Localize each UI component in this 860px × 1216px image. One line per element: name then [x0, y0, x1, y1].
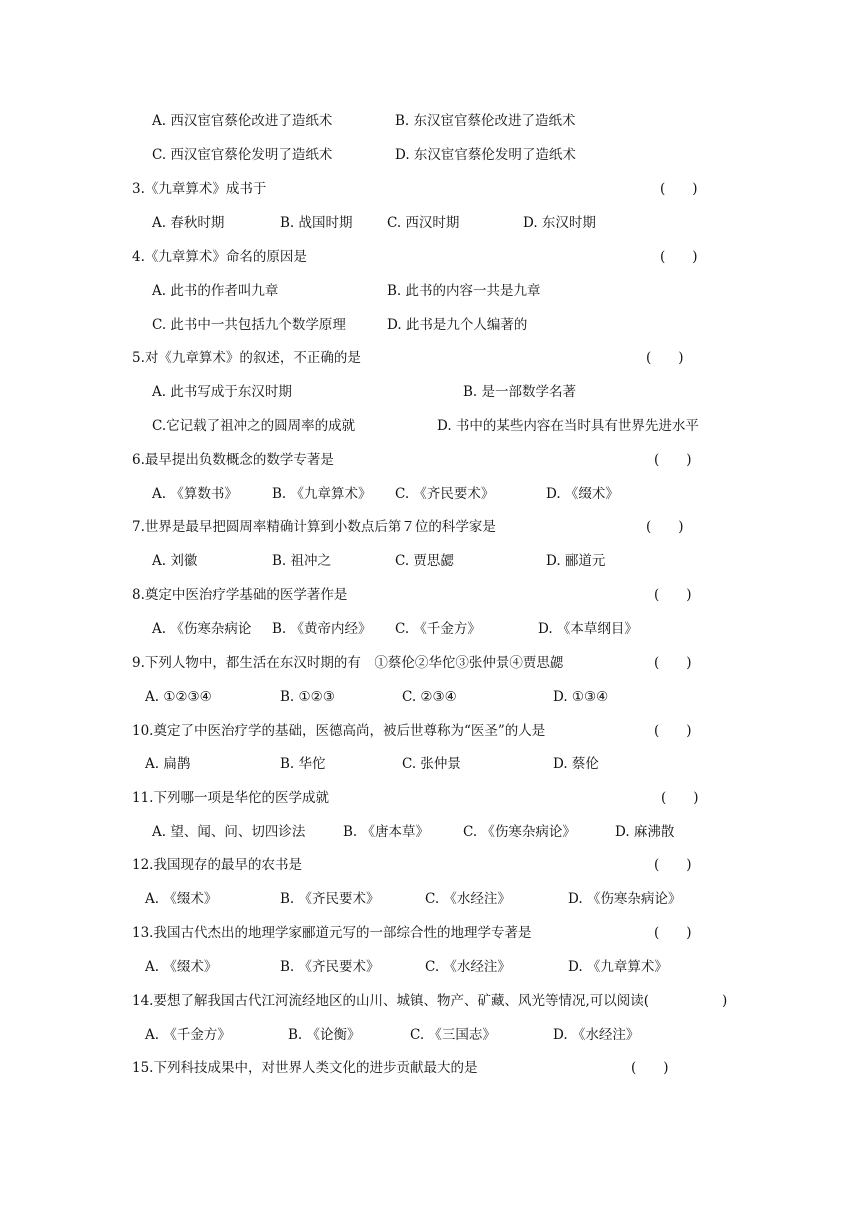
option: B. 《唐本草》: [343, 824, 430, 840]
option: D. 《水经注》: [553, 1027, 640, 1043]
q2-option-d: D. 东汉宦官蔡伦发明了造纸术: [395, 147, 576, 163]
option: B. 《齐民要术》: [280, 891, 380, 907]
q2-option-b: B. 东汉宦官蔡伦改进了造纸术: [395, 113, 576, 129]
option: A. 扁鹊: [145, 756, 191, 772]
option: C. 《水经注》: [425, 959, 511, 975]
question-stem: 3.《九章算术》成书于: [132, 181, 267, 197]
option: A. 《缀术》: [145, 959, 218, 975]
option: C. 《三国志》: [410, 1027, 496, 1043]
option: B. 华佗: [280, 756, 326, 772]
option: C.它记载了祖冲之的圆周率的成就: [152, 418, 356, 434]
option: A. 望、闻、问、切四诊法: [152, 824, 306, 840]
option: B. 《齐民要术》: [280, 959, 380, 975]
option: B. 《九章算术》: [272, 486, 372, 502]
question-stem: 6.最早提出负数概念的数学专著是: [132, 452, 334, 468]
option: B. ①②③: [280, 689, 335, 705]
option: A. 《千金方》: [145, 1027, 231, 1043]
option: B. 是一部数学名著: [463, 384, 577, 400]
answer-blank: ( ): [661, 790, 699, 806]
option: C. 《水经注》: [425, 891, 511, 907]
option: B. 战国时期: [280, 215, 353, 231]
question-stem: 15.下列科技成果中，对世界人类文化的进步贡献最大的是: [132, 1060, 478, 1076]
question-stem: 12.我国现存的最早的农书是: [132, 857, 302, 873]
option: D. 麻沸散: [615, 824, 675, 840]
option: A. 此书写成于东汉时期: [152, 384, 292, 400]
q2-option-c: C. 西汉宦官蔡伦发明了造纸术: [152, 147, 333, 163]
option: B. 此书的内容一共是九章: [387, 283, 541, 299]
question-stem: 14.要想了解我国古代江河流经地区的山川、城镇、物产、矿藏、风光等情况,可以阅读(: [132, 993, 650, 1009]
question-stem: 10.奠定了中医治疗学的基础，医德高尚，被后世尊称为“医圣”的人是: [132, 723, 546, 739]
answer-blank: ( ): [660, 181, 698, 197]
option: D. 蔡伦: [553, 756, 599, 772]
option: D. 《缀术》: [546, 486, 619, 502]
answer-blank: ( ): [654, 857, 692, 873]
option: C. 《齐民要术》: [395, 486, 495, 502]
option: A. 春秋时期: [152, 215, 225, 231]
option: C. 贾思勰: [395, 553, 454, 569]
answer-blank: ( ): [646, 350, 684, 366]
option: C. 《伤寒杂病论》: [463, 824, 576, 840]
option: D. 《伤寒杂病论》: [568, 891, 682, 907]
option: C. 此书中一共包括九个数学原理: [152, 317, 346, 333]
question-stem: 4.《九章算术》命名的原因是: [132, 249, 307, 265]
option: A. 此书的作者叫九章: [152, 283, 279, 299]
option: C. 张仲景: [402, 756, 461, 772]
option: D. 《九章算术》: [568, 959, 668, 975]
answer-blank: ( ): [660, 249, 698, 265]
option: B. 《论衡》: [288, 1027, 361, 1043]
option: D. 书中的某些内容在当时具有世界先进水平: [437, 418, 699, 434]
answer-blank: ( ): [646, 519, 684, 535]
answer-blank: ( ): [654, 655, 692, 671]
option: D. 《本草纲目》: [538, 621, 638, 637]
answer-blank: ( ): [654, 587, 692, 603]
option: A. 《算数书》: [152, 486, 238, 502]
answer-blank: ( ): [654, 925, 692, 941]
answer-blank: ( ): [654, 723, 692, 739]
question-stem: 8.奠定中医治疗学基础的医学著作是: [132, 587, 348, 603]
option: A. 刘徽: [152, 553, 198, 569]
option: C. 西汉时期: [387, 215, 460, 231]
question-stem: 11.下列哪一项是华佗的医学成就: [132, 790, 329, 806]
question-stem: 7.世界是最早把圆周率精确计算到小数点后第７位的科学家是: [132, 519, 496, 535]
option: A. 《伤寒杂病论: [152, 621, 252, 637]
option: D. ①③④: [553, 689, 609, 705]
option: C. ②③④: [402, 689, 457, 705]
question-stem: 9.下列人物中，都生活在东汉时期的有 ①蔡伦②华佗③张仲景④贾思勰: [132, 655, 564, 671]
option: D. 郦道元: [546, 553, 606, 569]
option: B. 《黄帝内经》: [272, 621, 372, 637]
answer-blank: ( ): [631, 1060, 669, 1076]
question-stem: 13.我国古代杰出的地理学家郦道元写的一部综合性的地理学专著是: [132, 925, 532, 941]
option: A. 《缀术》: [145, 891, 218, 907]
q2-option-a: A. 西汉宦官蔡伦改进了造纸术: [152, 113, 333, 129]
option: C. 《千金方》: [395, 621, 481, 637]
option: B. 祖冲之: [272, 553, 332, 569]
question-stem: 5.对《九章算术》的叙述，不正确的是: [132, 350, 361, 366]
answer-blank: ( ): [654, 452, 692, 468]
option: D. 此书是九个人编著的: [387, 317, 528, 333]
option: A. ①②③④: [145, 689, 212, 705]
answer-blank: ): [722, 993, 728, 1009]
option: D. 东汉时期: [523, 215, 596, 231]
